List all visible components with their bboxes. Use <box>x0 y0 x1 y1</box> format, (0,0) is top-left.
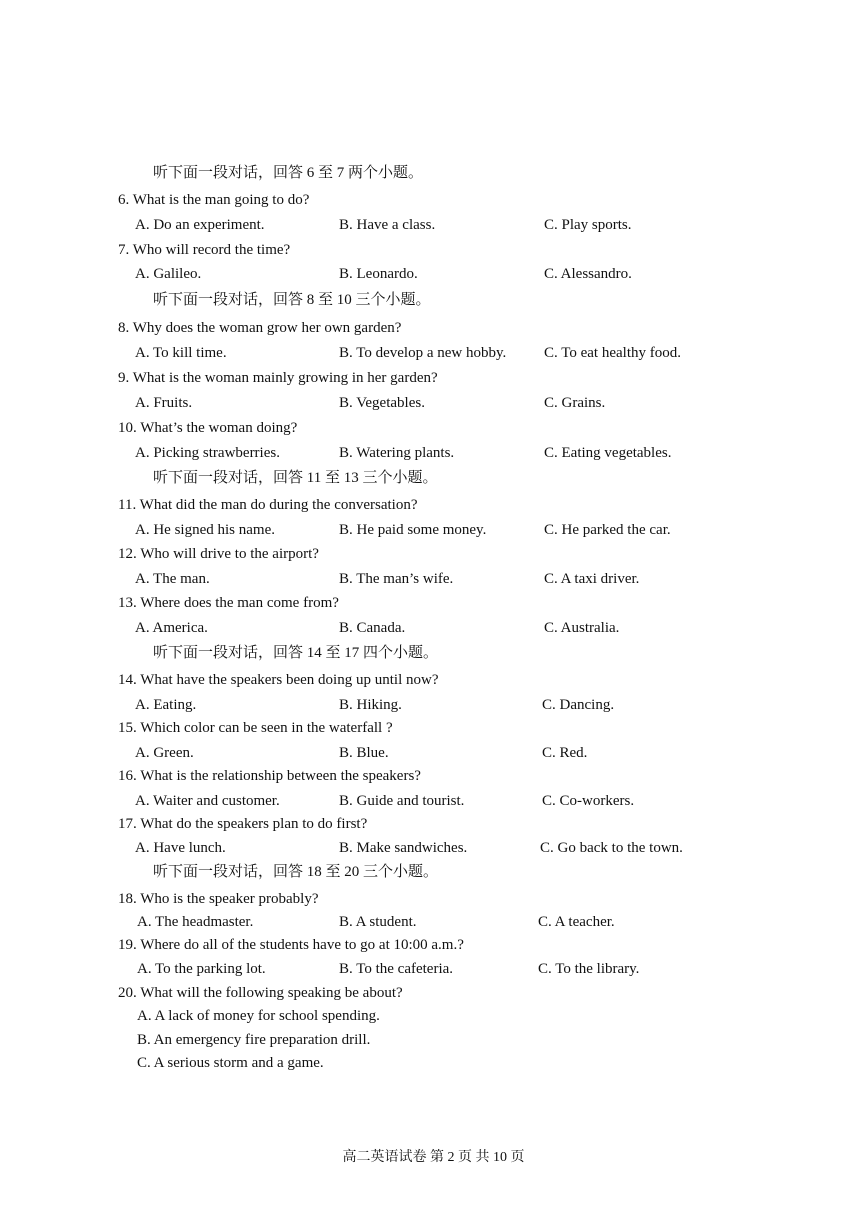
question-8: 8. Why does the woman grow her own garden? <box>118 320 402 336</box>
option-a: A. Do an experiment. <box>135 217 265 233</box>
option-b: B. An emergency fire preparation drill. <box>137 1032 371 1048</box>
option-c: C. Co-workers. <box>542 793 635 809</box>
question-12: 12. Who will drive to the airport? <box>118 546 319 562</box>
option-c: C. A teacher. <box>538 914 615 930</box>
option-c: C. To eat healthy food. <box>544 345 681 361</box>
option-a: A. The man. <box>135 571 210 587</box>
option-c: C. Go back to the town. <box>540 840 683 856</box>
option-a: A. The headmaster. <box>137 914 254 930</box>
option-c: C. Eating vegetables. <box>544 445 672 461</box>
section-instruction: 听下面一段对话，回答 6 至 7 两个小题。 <box>153 165 424 181</box>
option-b: B. To the cafeteria. <box>339 961 454 977</box>
option-a: A. America. <box>135 620 208 636</box>
option-a: A. Eating. <box>135 697 197 713</box>
question-16: 16. What is the relationship between the speakers? <box>118 768 421 784</box>
option-c: C. Play sports. <box>544 217 632 233</box>
question-19: 19. Where do all of the students have to go at 10:00 a.m.? <box>118 937 464 953</box>
option-a: A. Galileo. <box>135 266 202 282</box>
question-18: 18. Who is the speaker probably? <box>118 891 319 907</box>
question-20: 20. What will the following speaking be about? <box>118 985 403 1001</box>
section-instruction: 听下面一段对话，回答 14 至 17 四个小题。 <box>153 645 439 661</box>
option-b: B. The man’s wife. <box>339 571 454 587</box>
option-c: C. He parked the car. <box>544 522 671 538</box>
option-b: B. A student. <box>339 914 417 930</box>
option-a: A. A lack of money for school spending. <box>137 1008 380 1024</box>
option-a: A. Picking strawberries. <box>135 445 280 461</box>
option-a: A. Fruits. <box>135 395 193 411</box>
option-a: A. To kill time. <box>135 345 227 361</box>
question-14: 14. What have the speakers been doing up until now? <box>118 672 439 688</box>
question-6: 6. What is the man going to do? <box>118 192 310 208</box>
option-c: C. Grains. <box>544 395 606 411</box>
section-instruction: 听下面一段对话，回答 11 至 13 三个小题。 <box>153 470 438 486</box>
option-b: B. Make sandwiches. <box>339 840 468 856</box>
option-b: B. Hiking. <box>339 697 402 713</box>
option-b: B. Canada. <box>339 620 406 636</box>
option-b: B. Leonardo. <box>339 266 418 282</box>
option-b: B. To develop a new hobby. <box>339 345 507 361</box>
question-11: 11. What did the man do during the conversation? <box>118 497 418 513</box>
option-b: B. He paid some money. <box>339 522 487 538</box>
option-a: A. Have lunch. <box>135 840 226 856</box>
option-a: A. Green. <box>135 745 194 761</box>
question-17: 17. What do the speakers plan to do first? <box>118 816 368 832</box>
option-c: C. A taxi driver. <box>544 571 640 587</box>
option-c: C. Australia. <box>544 620 620 636</box>
option-a: A. Waiter and customer. <box>135 793 280 809</box>
section-instruction: 听下面一段对话，回答 18 至 20 三个小题。 <box>153 864 439 880</box>
question-13: 13. Where does the man come from? <box>118 595 339 611</box>
option-c: C. To the library. <box>538 961 640 977</box>
option-b: B. Vegetables. <box>339 395 425 411</box>
section-instruction: 听下面一段对话，回答 8 至 10 三个小题。 <box>153 292 431 308</box>
question-10: 10. What’s the woman doing? <box>118 420 298 436</box>
option-c: C. Red. <box>542 745 588 761</box>
question-15: 15. Which color can be seen in the waterfall ? <box>118 720 393 736</box>
option-b: B. Blue. <box>339 745 389 761</box>
option-c: C. Dancing. <box>542 697 615 713</box>
question-9: 9. What is the woman mainly growing in her garden? <box>118 370 438 386</box>
page-footer: 高二英语试卷 第 2 页 共 10 页 <box>342 1150 525 1165</box>
option-b: B. Have a class. <box>339 217 436 233</box>
option-b: B. Guide and tourist. <box>339 793 465 809</box>
option-a: A. He signed his name. <box>135 522 275 538</box>
option-c: C. A serious storm and a game. <box>137 1055 324 1071</box>
option-b: B. Watering plants. <box>339 445 455 461</box>
question-7: 7. Who will record the time? <box>118 242 291 258</box>
option-c: C. Alessandro. <box>544 266 632 282</box>
option-a: A. To the parking lot. <box>137 961 266 977</box>
